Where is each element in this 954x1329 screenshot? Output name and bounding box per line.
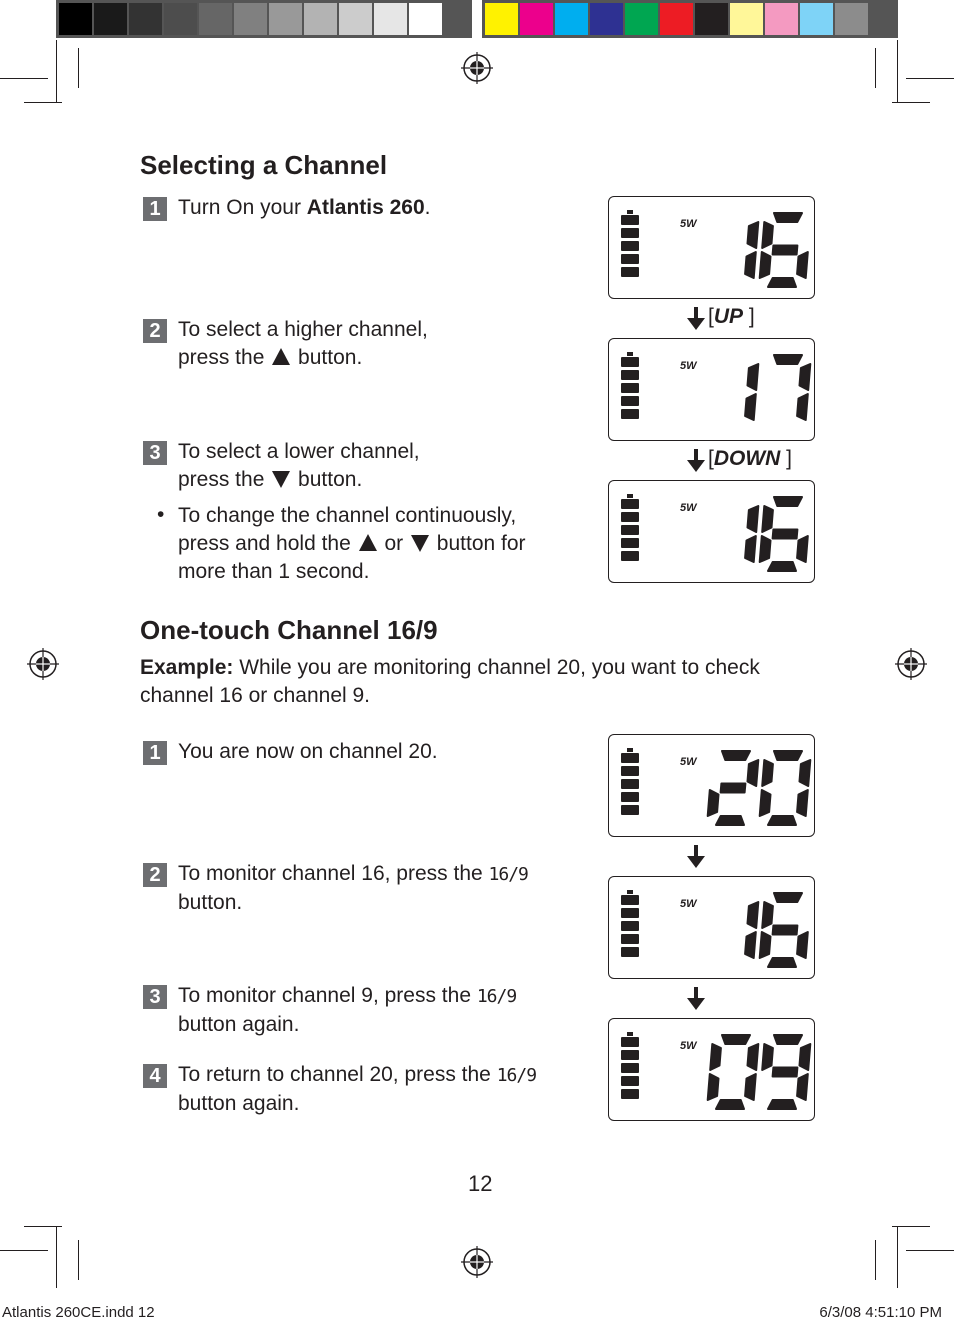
lcd-segment [773, 530, 798, 539]
crop-mark [906, 1250, 954, 1251]
up-triangle-icon [272, 348, 290, 365]
crop-mark [0, 78, 48, 79]
step-text-line: To select a higher channel, [178, 318, 428, 341]
step-text-line: button. [178, 891, 243, 914]
lcd-segment [760, 536, 771, 562]
step-text [178, 438, 420, 494]
step-text [178, 1061, 536, 1118]
step-text-part: button. [292, 468, 363, 491]
step-text-line [178, 466, 420, 494]
color-swatch [555, 3, 588, 35]
step-number: 3 [143, 441, 167, 465]
step-text-part: To monitor channel 16, press the [178, 862, 489, 885]
lcd-segment [716, 816, 744, 825]
lcd-segment [768, 278, 796, 287]
crop-mark [78, 1240, 79, 1280]
lcd-segment [797, 1074, 808, 1100]
color-swatch [409, 3, 442, 35]
up-label-text: UP [713, 305, 744, 328]
battery-icon [621, 210, 639, 277]
lcd-segment [800, 760, 811, 786]
process-color-bar [482, 0, 898, 38]
lcd-segment [762, 1044, 773, 1070]
down-label-text: DOWN [713, 447, 781, 470]
step-text: You are now on channel 20. [178, 740, 438, 763]
section-title-selecting-channel: Selecting a Channel [140, 150, 388, 180]
lcd-segment [745, 536, 756, 562]
up-button-label: [UP ] [708, 305, 755, 328]
example-text: While you are monitoring channel 20, you want to check [233, 656, 760, 679]
step-number: 2 [143, 319, 167, 343]
color-swatch [800, 3, 833, 35]
footer-filename: Atlantis 260CE.indd 12 [2, 1304, 155, 1321]
color-swatch [339, 3, 372, 35]
power-level: 5W [680, 898, 697, 910]
down-arrow-icon [686, 845, 706, 869]
power-level: 5W [680, 218, 697, 230]
lcd-segment [774, 355, 802, 364]
grayscale-color-bar [56, 0, 472, 38]
bullet-line [178, 530, 526, 558]
lcd-segment [773, 1068, 798, 1077]
step-text-part: Turn On your [178, 196, 307, 219]
bullet-text [178, 502, 526, 586]
lcd-segment [768, 1100, 796, 1109]
step-text-line [178, 982, 516, 1011]
sixteen-nine-button-icon: 16/9 [488, 864, 528, 885]
example-label: Example: [140, 656, 234, 679]
lcd-segment [748, 760, 759, 786]
battery-icon [621, 494, 639, 561]
lcd-display [608, 196, 815, 299]
lcd-display [608, 734, 815, 837]
lcd-segment [774, 213, 802, 222]
down-triangle-icon [411, 535, 429, 552]
lcd-segment [762, 760, 773, 786]
power-level: 5W [680, 756, 697, 768]
sixteen-nine-button-icon: 16/9 [476, 986, 517, 1007]
crop-mark [24, 102, 62, 103]
channel-digits [745, 893, 808, 967]
footer-timestamp: 6/3/08 4:51:10 PM [819, 1304, 942, 1321]
registration-mark-icon [461, 1246, 493, 1278]
crop-mark [906, 78, 954, 79]
color-swatch [269, 3, 302, 35]
lcd-segment [748, 364, 759, 390]
step-text-part: press the [178, 346, 271, 369]
up-triangle-icon [359, 534, 377, 551]
step-text-line: To select a lower channel, [178, 440, 420, 463]
step-text-part: button. [292, 346, 363, 369]
lcd-segment [745, 1074, 756, 1100]
step-text-line [178, 1061, 536, 1090]
step-number: 1 [143, 197, 167, 221]
registration-mark-icon [27, 648, 59, 680]
bullet-part: or [378, 532, 409, 555]
lcd-segment [762, 506, 773, 532]
lcd-segment [768, 816, 796, 825]
step-text-part: To return to channel 20, press the [178, 1063, 497, 1086]
step-text-line: button again. [178, 1092, 300, 1115]
channel-digits [745, 355, 810, 420]
channel-digits [745, 213, 808, 287]
color-swatch [835, 3, 868, 35]
step-text-part: press the [178, 468, 271, 491]
crop-mark [56, 1226, 57, 1288]
lcd-segment [797, 790, 808, 816]
step-text-line [178, 860, 528, 889]
power-level: 5W [680, 502, 697, 514]
battery-icon [621, 890, 639, 957]
lcd-segment [774, 497, 802, 506]
lcd-segment [800, 1044, 811, 1070]
battery-icon [621, 1032, 639, 1099]
lcd-segment [773, 246, 798, 255]
channel-digits [708, 751, 811, 825]
step-text [178, 316, 428, 372]
down-arrow-icon [686, 987, 706, 1011]
step-number: 4 [143, 1064, 167, 1088]
crop-mark [875, 1240, 876, 1280]
color-swatch [730, 3, 763, 35]
color-swatch [625, 3, 658, 35]
lcd-segment [716, 1100, 744, 1109]
color-swatch [660, 3, 693, 35]
lcd-segment [745, 932, 756, 958]
color-swatch [129, 3, 162, 35]
color-swatch [374, 3, 407, 35]
color-swatch [234, 3, 267, 35]
power-level: 5W [680, 1040, 697, 1052]
example-line: channel 16 or channel 9. [140, 684, 371, 707]
color-swatch [94, 3, 127, 35]
lcd-segment [768, 958, 796, 967]
lcd-display [608, 480, 815, 583]
bullet-part: button for [430, 532, 526, 555]
page-number: 12 [468, 1171, 493, 1196]
color-swatch [765, 3, 798, 35]
lcd-segment [710, 1044, 721, 1070]
lcd-segment [722, 751, 750, 760]
crop-mark [78, 48, 79, 88]
power-level: 5W [680, 360, 697, 372]
crop-mark [892, 102, 930, 103]
lcd-segment [745, 394, 756, 420]
registration-mark-icon [461, 52, 493, 84]
color-swatch [164, 3, 197, 35]
lcd-segment [745, 252, 756, 278]
step-text-line [178, 344, 428, 372]
step-text [178, 194, 431, 222]
color-swatch [199, 3, 232, 35]
step-text [178, 982, 516, 1039]
step-number: 1 [143, 741, 167, 765]
color-swatch [485, 3, 518, 35]
crop-mark [0, 1250, 48, 1251]
lcd-display [608, 1018, 815, 1121]
lcd-segment [760, 252, 771, 278]
lcd-segment [797, 394, 808, 420]
crop-mark [875, 48, 876, 88]
lcd-segment [708, 790, 719, 816]
lcd-segment [760, 790, 771, 816]
lcd-segment [748, 506, 759, 532]
bullet-mark: • [157, 503, 165, 526]
example-line [140, 654, 760, 682]
down-triangle-icon [272, 471, 290, 488]
crop-mark [897, 40, 898, 102]
lcd-segment [708, 1074, 719, 1100]
section-title-one-touch: One-touch Channel 16/9 [140, 615, 438, 645]
lcd-segment [773, 926, 798, 935]
crop-mark [56, 40, 57, 102]
sixteen-nine-button-icon: 16/9 [496, 1065, 537, 1086]
lcd-display [608, 876, 815, 979]
lcd-segment [748, 902, 759, 928]
down-arrow-icon [686, 307, 706, 331]
step-text [178, 860, 528, 917]
lcd-segment [721, 784, 746, 793]
lcd-segment [748, 1044, 759, 1070]
lcd-segment [774, 1035, 802, 1044]
color-swatch [695, 3, 728, 35]
registration-mark-icon [895, 648, 927, 680]
example-paragraph [140, 654, 760, 710]
lcd-segment [797, 252, 808, 278]
lcd-segment [760, 932, 771, 958]
battery-icon [621, 352, 639, 419]
bullet-line: more than 1 second. [178, 560, 370, 583]
bullet-part: press and hold the [178, 532, 357, 555]
step-number: 3 [143, 985, 167, 1009]
lcd-segment [797, 536, 808, 562]
color-swatch [590, 3, 623, 35]
lcd-segment [748, 222, 759, 248]
down-arrow-icon [686, 449, 706, 473]
color-swatch [59, 3, 92, 35]
step-text-part: . [424, 196, 431, 219]
bullet-line: To change the channel continuously, [178, 504, 517, 527]
lcd-segment [768, 562, 796, 571]
product-name: Atlantis 260 [306, 196, 425, 219]
lcd-segment [800, 364, 811, 390]
lcd-segment [774, 751, 802, 760]
battery-icon [621, 748, 639, 815]
lcd-segment [762, 902, 773, 928]
lcd-display [608, 338, 815, 441]
lcd-segment [762, 222, 773, 248]
channel-digits [745, 497, 808, 571]
lcd-segment [797, 932, 808, 958]
step-text-part: To monitor channel 9, press the [178, 984, 477, 1007]
channel-digits [708, 1035, 811, 1109]
lcd-segment [722, 1035, 750, 1044]
down-button-label: [DOWN ] [708, 447, 793, 470]
color-swatch [304, 3, 337, 35]
step-number: 2 [143, 863, 167, 887]
lcd-segment [774, 893, 802, 902]
step-text-line: button again. [178, 1013, 300, 1036]
crop-mark [897, 1226, 898, 1288]
color-swatch [520, 3, 553, 35]
